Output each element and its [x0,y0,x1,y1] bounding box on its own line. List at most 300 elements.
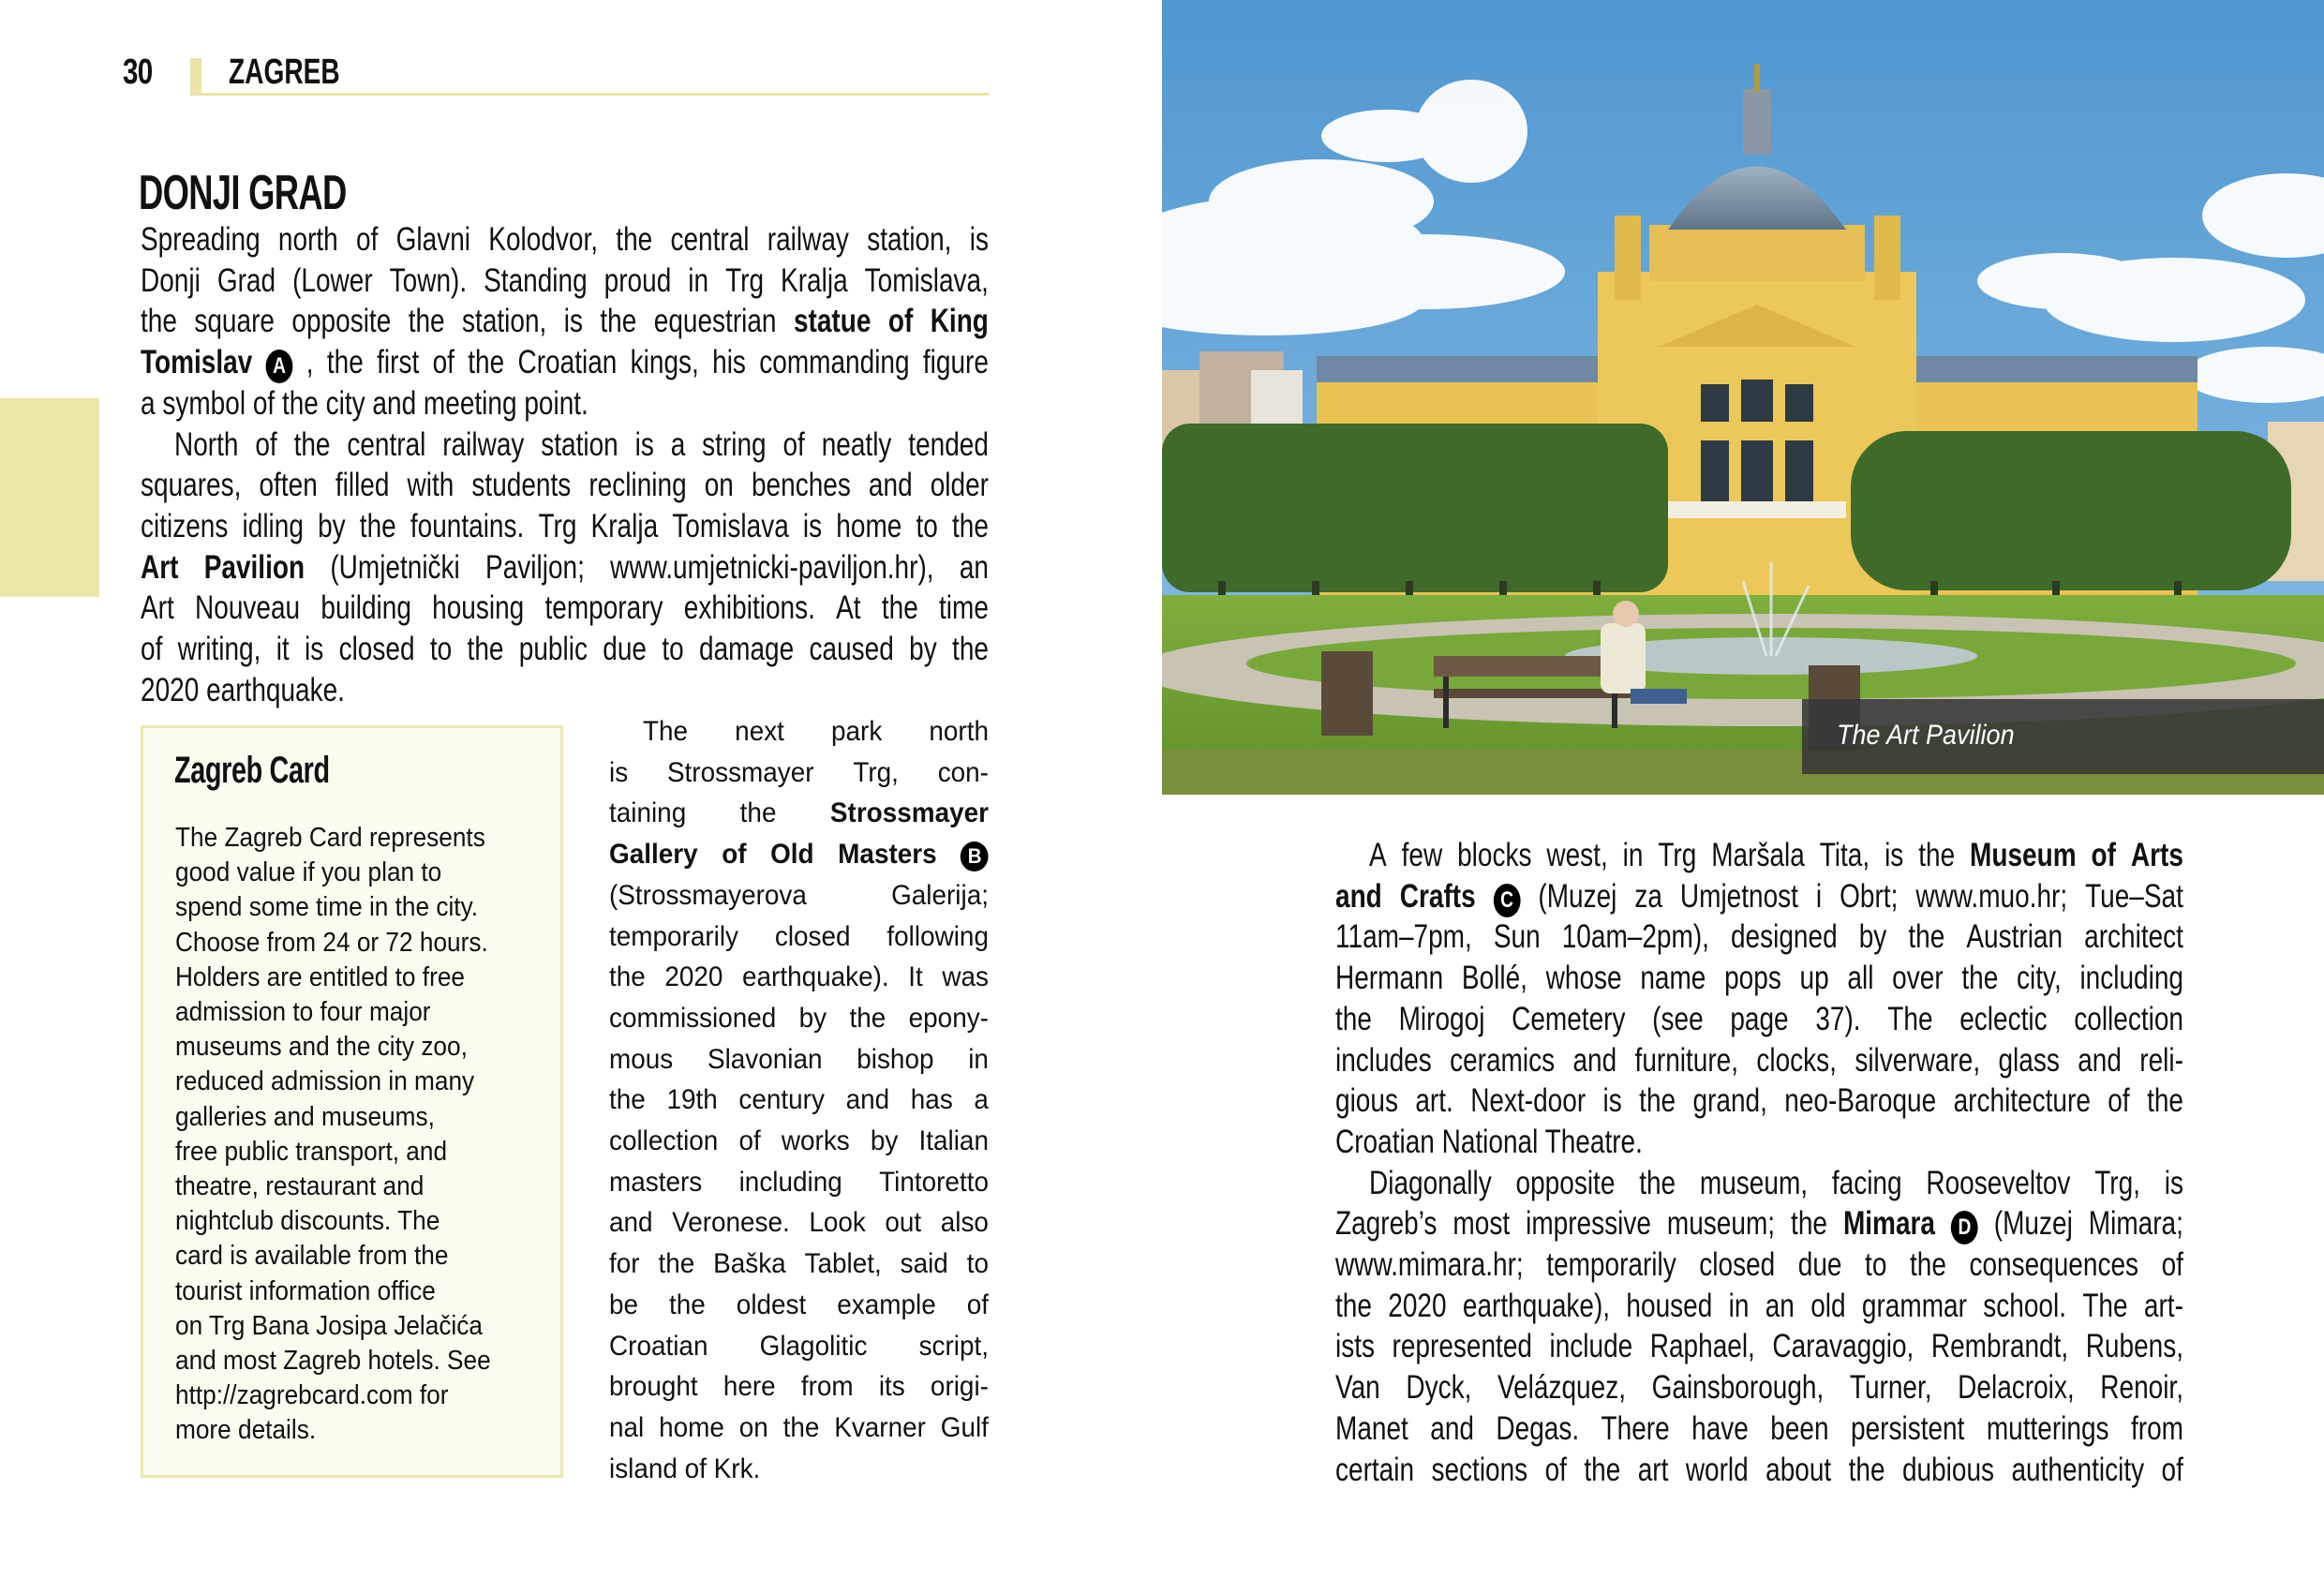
text-run: 37). [1815,1000,1861,1037]
text-run: the [1639,1164,1676,1201]
word [141,547,178,588]
text-run: Van [1335,1369,1380,1407]
word [609,1080,646,1121]
text-run: and [845,1084,890,1116]
text-run: Croatian [517,344,618,381]
text-run: equestrian [653,303,777,340]
text-run: Tomislava, [864,261,989,299]
text-run: to [1865,1246,1887,1283]
word [141,588,174,629]
text-run: Mimara; [2088,1205,2183,1243]
word [888,301,913,342]
word [794,301,871,342]
text-run: Rubens, [2085,1328,2183,1365]
text-run: of [782,425,805,463]
text-run: Town). [389,261,468,299]
text-run: oldest [736,1289,807,1320]
word [1800,958,1829,999]
text-run: station, [867,221,952,258]
word [1915,876,2067,917]
word [1958,1367,2074,1408]
text-run: Paviljon; [485,548,585,586]
text-run: sections [1431,1451,1528,1488]
text-run: the [952,507,989,544]
text-run: the [1848,1451,1885,1488]
text-line [609,1408,989,1449]
text-run: Delacroix, [1958,1369,2075,1407]
word [609,1326,708,1367]
text-run: (Muzej [1993,1205,2073,1243]
text-run: script, [918,1330,989,1362]
text-run: Kvarner [834,1411,926,1443]
word [1908,916,1944,958]
text-run: park [831,716,883,747]
word [885,1202,921,1244]
word [671,425,686,466]
word [1457,835,1531,876]
text-run: con- [937,756,989,788]
text-run: including [738,1166,842,1198]
word [879,1366,905,1408]
text-run: collection [609,1125,719,1156]
text-run: include [1549,1328,1633,1365]
text-run: Gulf [940,1411,989,1443]
word [2094,1163,2140,1204]
word [2086,1326,2183,1367]
word [699,629,794,670]
text-run: Trg [725,261,765,299]
word [865,261,989,302]
word [604,261,672,302]
bold-place-name: Tomislav [141,344,253,381]
text-run: brought [609,1371,698,1403]
text-run: the [1335,1287,1372,1324]
word [1961,958,1998,999]
word [837,1285,935,1326]
text-run: temporary [544,589,663,627]
word [141,342,252,383]
text-run: museum; [1666,1205,1776,1243]
word [1983,1286,2066,1327]
text-run: damage [699,631,795,667]
text-run: Glavni [395,221,471,258]
text-line [609,1121,989,1162]
word [377,342,419,383]
word [1892,958,1943,999]
text-run: Rooseveltov [1926,1164,2071,1201]
text-run: 10am–2pm), [1561,918,1709,956]
word [1855,1040,1980,1081]
word [970,219,989,261]
text-line [609,916,989,958]
text-line [609,1202,989,1244]
word [1791,1203,1827,1244]
text-run: central [670,221,750,258]
word [738,1121,760,1162]
text-run: string [702,425,767,463]
word [468,342,504,383]
text-run: Cemetery [1512,1000,1626,1037]
word [1686,1450,1749,1491]
word [886,916,989,958]
text-run: Glagolitic [759,1330,868,1362]
bold-place-name: of [887,303,914,340]
word [725,261,764,302]
text-run: Manet [1335,1409,1408,1447]
text-run: nal [609,1411,645,1443]
text-run: to [966,1248,989,1280]
text-run: the [1791,1205,1827,1243]
text-line [609,1366,989,1408]
word [1691,1408,1749,1450]
text-line [609,834,989,875]
text-run: Galerija; [891,879,989,911]
word [1369,1163,1492,1204]
text-line [141,342,989,383]
text-run: Tomislava [672,507,789,544]
word [702,425,766,466]
word [320,588,411,629]
box-text-line: Holders are entitled to free [175,961,465,992]
text-run: first [377,344,420,381]
word [484,261,588,302]
text-run: Next-door [1470,1082,1587,1120]
word [846,1080,890,1121]
word [1816,876,1822,917]
word [901,1244,948,1285]
word [609,1039,673,1080]
text-run: to [916,507,938,544]
text-run: city, [2017,960,2062,997]
word [1959,999,2047,1040]
text-run: due [603,631,647,667]
text-run: (see [1652,1000,1704,1037]
text-run: Donji [141,261,201,299]
text-run: Standing [484,261,588,299]
word [462,301,546,342]
box-text-line: and most Zagreb hotels. See [175,1346,491,1376]
word [759,342,909,383]
text-line [609,752,989,794]
word [775,916,851,958]
text-line [1335,1367,2183,1408]
box-text-line: tourist information office [175,1275,436,1306]
text-run: Tue–Sat [2085,877,2183,915]
text-run: the [881,589,918,627]
word [739,1162,842,1203]
text-run: commanding [759,344,910,381]
word [654,301,777,342]
text-run: squares, [141,467,242,504]
word [891,875,989,916]
word [485,547,585,588]
word [735,711,784,752]
word [2085,876,2183,917]
text-run: the [293,425,331,463]
text-run: and [1572,1041,1617,1079]
box-text-line: more details. [175,1415,317,1446]
text-run: has [910,1084,953,1116]
word [1335,1080,1398,1122]
word [327,342,364,383]
text-run: of [356,221,379,258]
word [938,752,989,794]
text-line [141,383,989,425]
page-number: 30 [123,52,153,92]
word [609,793,686,834]
text-run: Trg [538,507,577,544]
word [705,465,734,506]
word [609,916,738,958]
text-run: Renoir, [2100,1369,2183,1407]
word [356,219,378,261]
word [1650,1326,1755,1367]
text-run: Hermann [1335,960,1444,997]
bold-place-name: Strossmayer [829,797,989,829]
word [658,1244,694,1285]
text-run: Croatian National Theatre. [1335,1123,1643,1160]
word [1765,1286,1795,1327]
text-run: Raphael, [1649,1328,1755,1365]
text-run: said [900,1248,948,1280]
text-run: Diagonally [1369,1164,1492,1201]
text-run: page [1730,1000,1789,1037]
text-run: collection [2074,1000,2183,1037]
word [541,425,618,466]
word [967,1244,989,1285]
word [1931,1326,2068,1367]
text-run: the [326,344,364,381]
box-text-line: admission to four major [175,997,431,1027]
word [871,1121,898,1162]
text-run: of [255,425,277,463]
word [616,219,652,261]
text-run: facing [1831,1164,1902,1201]
bold-place-name: Pavilion [203,548,305,586]
word [609,957,646,998]
text-run: Kralja [781,261,848,299]
text-run: The [2082,1287,2128,1324]
text-run: museum, [1699,1164,1809,1201]
text-run: with [407,467,454,504]
text-run: out [885,1207,922,1239]
word [1820,835,1870,876]
word [1731,916,1838,958]
word [849,998,886,1039]
text-run: the [1639,1082,1676,1120]
word [1335,958,1443,999]
text-run: grand, [1692,1082,1767,1120]
word [564,301,583,342]
word [1335,999,1372,1040]
text-line [609,1162,989,1203]
bold-place-name: and [1335,877,1382,915]
text-run: includes [1335,1041,1432,1079]
word [752,465,851,506]
word [738,1080,825,1121]
text-run: of [2108,1082,2130,1120]
word [1851,1408,1964,1450]
word [838,834,936,875]
box-text-line: Choose from 24 or 72 hours. [175,927,488,958]
word [1431,1450,1527,1491]
text-run: all [1847,960,1874,997]
text-run: pops [1724,960,1781,997]
text-run: the [1961,960,1999,997]
word [939,588,989,629]
text-run: Italian [918,1125,989,1156]
text-run: earthquake), [1462,1287,1611,1324]
word [968,1039,989,1080]
word [1658,835,1696,876]
text-line [1335,1450,2183,1491]
word [853,752,899,794]
word [801,1366,854,1408]
text-run: silverware, [1855,1041,1981,1079]
text-run: due [1797,1246,1842,1283]
text-run: dubious [1901,1451,1995,1488]
word [941,1202,989,1244]
word [799,998,827,1039]
word [1496,1408,1579,1450]
text-run: of [432,344,454,381]
word [1652,999,1703,1040]
text-run: including [2079,960,2183,997]
word [952,506,989,547]
word [1335,876,1382,917]
word [664,957,723,998]
word [1335,1286,1372,1327]
text-run: example [837,1289,936,1320]
word [911,1080,953,1121]
text-line [141,670,989,711]
word [1638,1450,1669,1491]
word [667,752,814,794]
text-run: by [1858,918,1887,956]
text-run: eclectic [1959,1000,2048,1037]
word [442,425,524,466]
word [1335,1326,1375,1367]
text-line [1335,1203,2183,1244]
word [941,1408,989,1449]
word [471,465,571,506]
text-run: about [1765,1451,1832,1488]
text-run: Caravaggio, [1772,1328,1914,1365]
word [1700,1163,1808,1204]
text-run: of [2161,1246,2183,1283]
word [805,1244,882,1285]
text-run: 19th [666,1084,718,1116]
word [318,506,346,547]
text-run: temporarily [1546,1246,1676,1283]
text-run: in [1622,837,1644,873]
text-run: blocks [1457,837,1532,873]
text-run: opposite [291,303,392,340]
text-run: few [1401,837,1443,873]
word [1640,958,1706,999]
text-run: next [735,716,784,747]
word [339,629,415,670]
text-line [1335,916,2183,958]
text-line [609,998,989,1039]
text-run: closed [774,920,851,952]
photo-art-pavilion [1162,0,2324,795]
word [292,261,373,302]
text-run: over [1892,960,1944,997]
text-run: the [359,507,396,544]
text-run: housing [432,589,525,627]
text-run: Rembrandt, [1930,1328,2069,1365]
text-run: Look [809,1207,866,1239]
word [1335,1203,1437,1244]
word [396,219,470,261]
word [834,1408,926,1449]
text-run: exhibitions. [683,589,815,627]
word [1784,1080,1936,1122]
text-run: older [930,467,989,504]
text-run: home [659,1411,724,1443]
text-run: clocks, [1756,1041,1837,1079]
word [879,1162,989,1203]
text-run: It [908,961,923,993]
word [2092,835,2116,876]
text-run: reclining [588,467,687,504]
text-run: Tita, [1819,837,1870,873]
text-run: ists [1335,1328,1375,1365]
word [1546,1244,1676,1286]
word [1430,1408,1474,1450]
text-run: mutterings [1986,1409,2109,1447]
word [713,1244,786,1285]
text-run: an [1765,1287,1795,1324]
text-run: to [662,631,684,667]
word [809,1202,866,1244]
text-run: gious [1335,1082,1398,1120]
text-run: 11am–7pm, [1335,918,1472,956]
text-run: building [320,589,411,627]
word [1549,1326,1632,1367]
word [1516,1163,1616,1204]
text-line [609,1285,989,1326]
word [141,629,162,670]
text-run: also [940,1207,989,1239]
bold-place-name: of [722,839,747,871]
text-run: is [563,303,583,340]
word [178,629,261,670]
text-run: a [670,425,686,463]
text-run: world [1685,1451,1749,1488]
text-run: Trg, [853,756,899,788]
text-run: in [688,261,709,299]
word [1335,1450,1414,1491]
text-run: Degas. [1496,1409,1580,1447]
text-run: is [305,631,324,667]
word [1652,1367,1825,1408]
word [2011,1450,2144,1491]
text-run: works [781,1125,850,1156]
text-run: Kralja [590,507,659,544]
word [2165,1163,2183,1204]
text-run: the [782,1411,820,1443]
word [1798,1244,1842,1286]
word [1462,958,1527,999]
word [1512,999,1625,1040]
word [174,425,238,466]
word [1400,876,1476,917]
word [688,261,708,302]
word [1729,1286,1750,1327]
text-run: Maršala [1711,837,1805,873]
